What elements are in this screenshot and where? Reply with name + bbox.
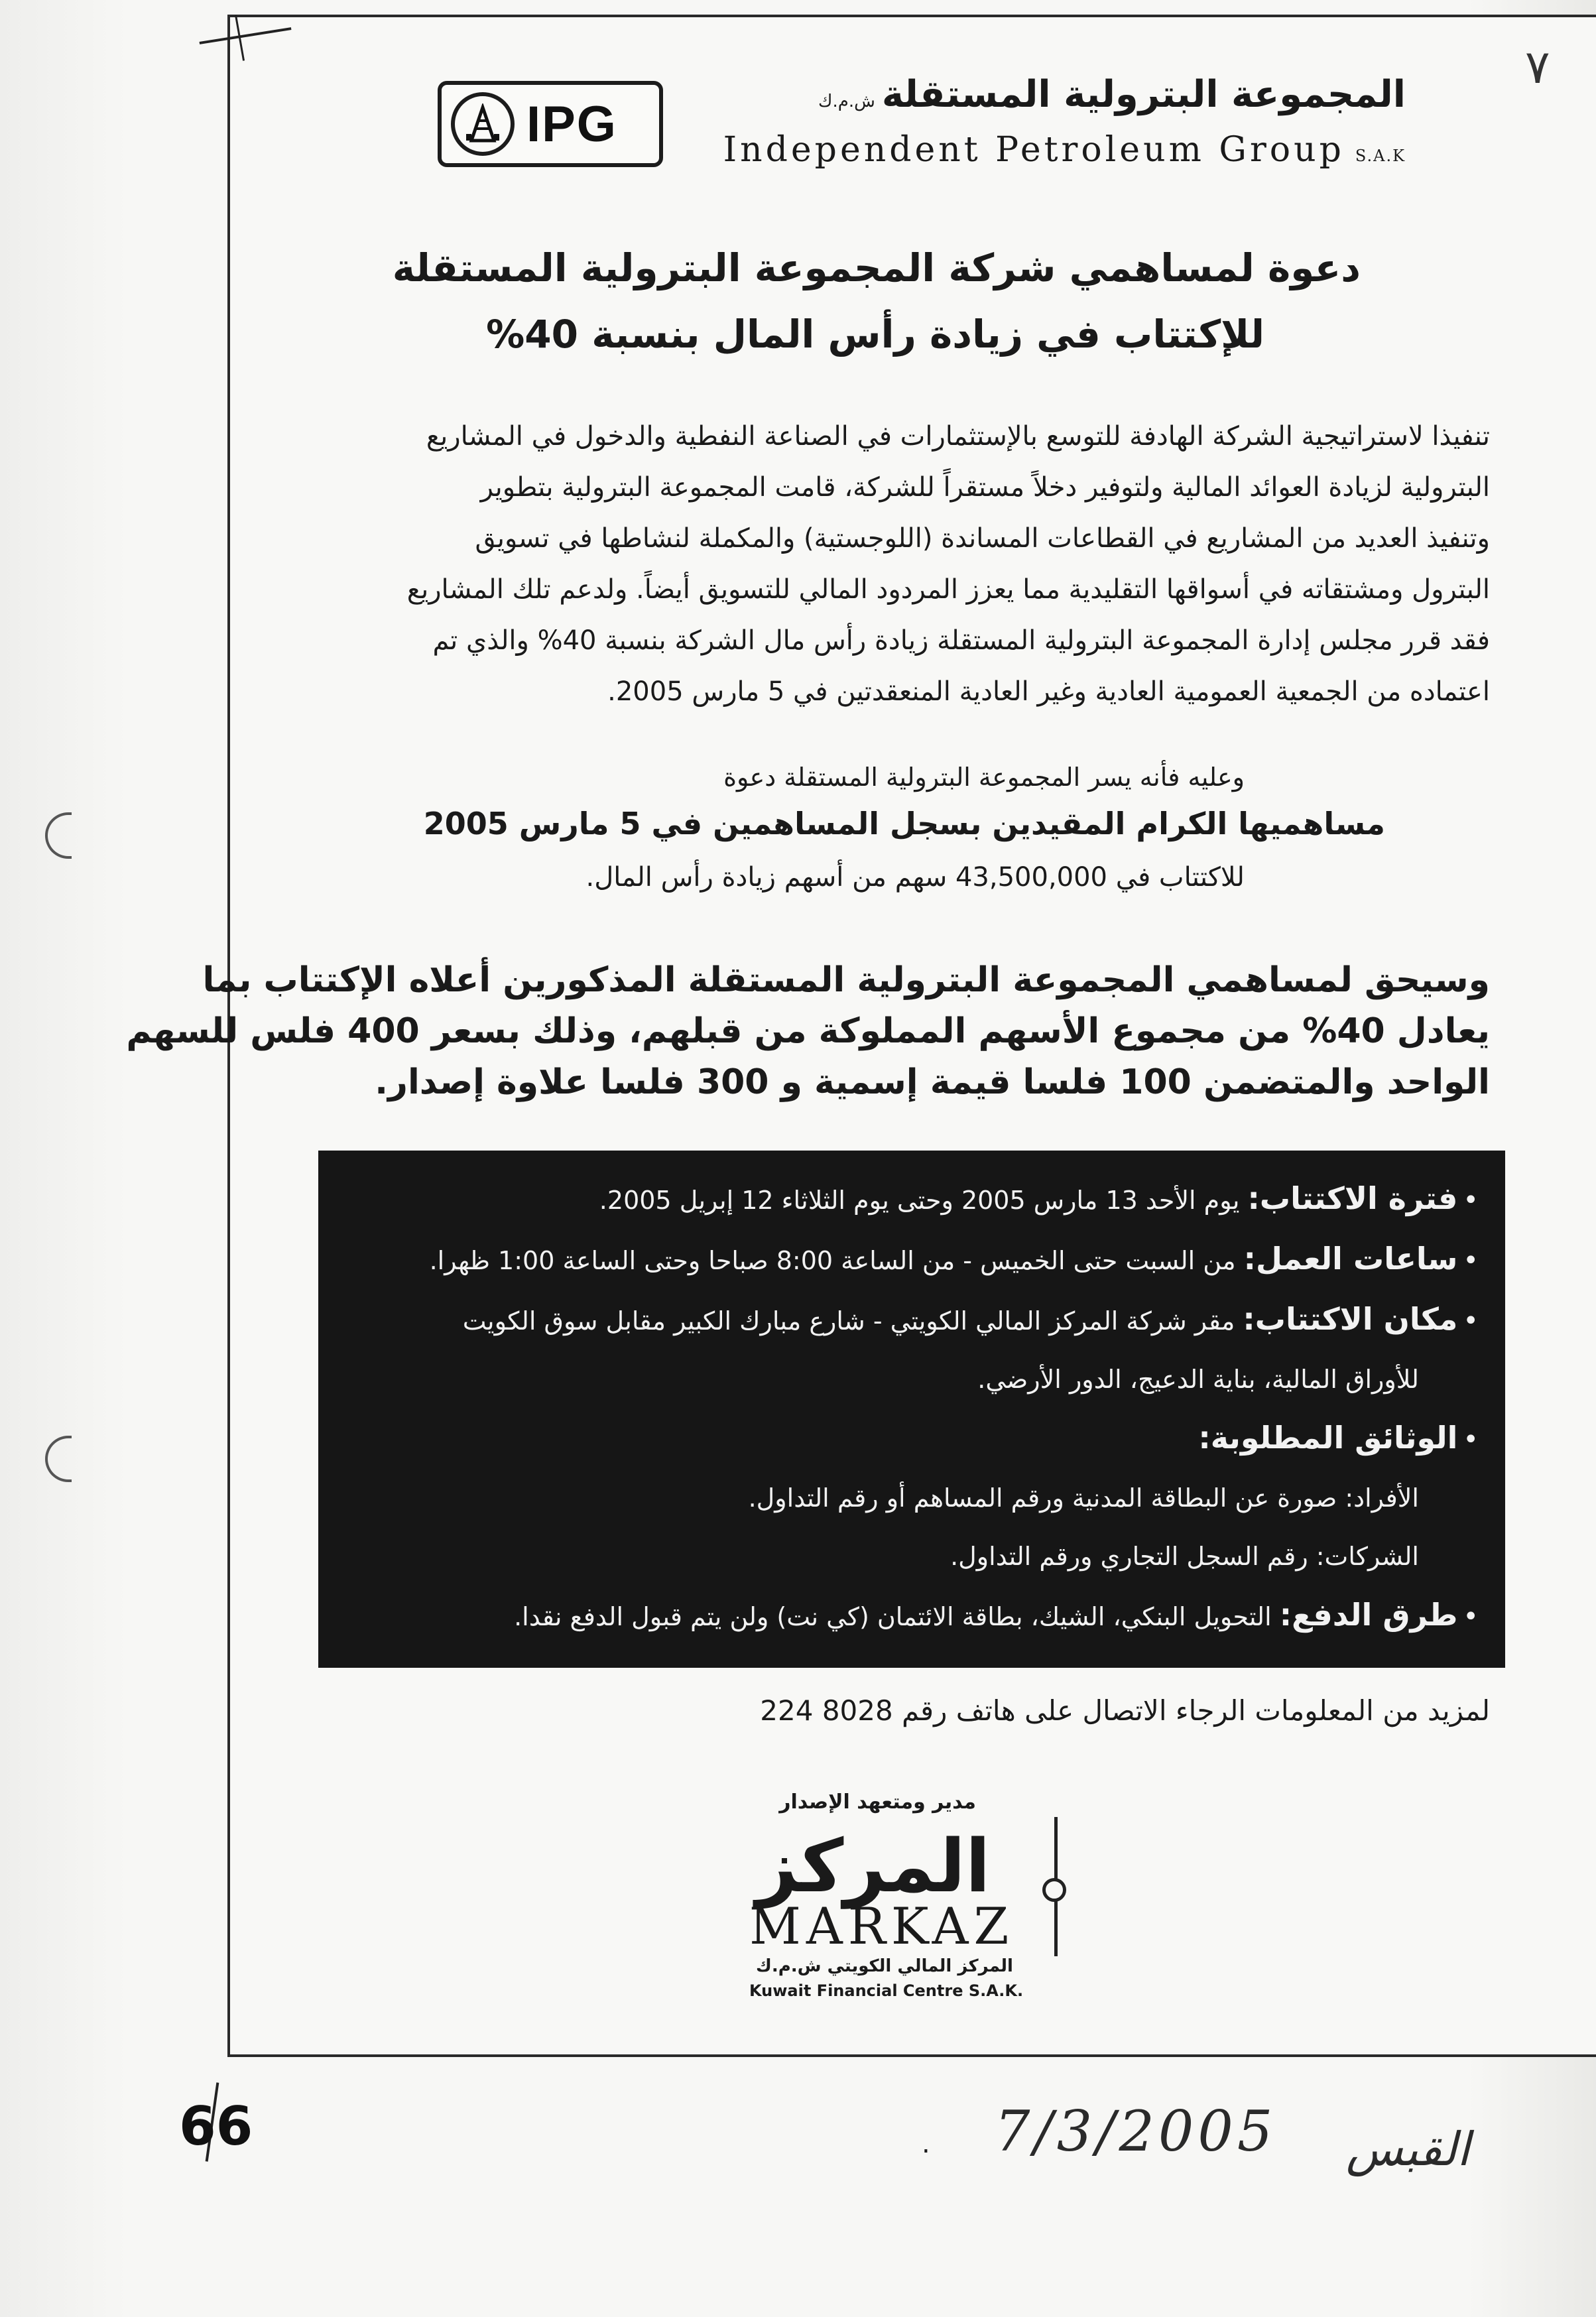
place-label: مكان الاكتتاب: bbox=[1243, 1301, 1458, 1337]
bullet-icon: • bbox=[1463, 1424, 1479, 1455]
detail-documents bbox=[345, 1409, 1479, 1469]
company-header bbox=[438, 73, 1406, 186]
markaz-logo-en: MARKAZ bbox=[749, 1897, 1014, 1956]
bullet-icon: • bbox=[1463, 1601, 1479, 1632]
body-line: وتنفيذ العديد من المشاريع في القطاعات المساندة (اللوجستية) والمكملة لنشاطها في تسويق bbox=[475, 523, 1490, 554]
subscription-details-box bbox=[318, 1151, 1505, 1668]
bullet-icon: • bbox=[1463, 1245, 1479, 1276]
invitation-intro: وعليه فأنه يسر المجموعة البترولية المستقلة دعوة bbox=[723, 763, 1245, 792]
invitation-shares: للاكتتاب في 43,500,000 سهم من أسهم زيادة رأس المال. bbox=[585, 862, 1245, 893]
handwritten-date: 7/3/2005 bbox=[995, 2099, 1277, 2164]
detail-payment bbox=[345, 1586, 1479, 1646]
handwritten-corner-mark: ٧ bbox=[1525, 40, 1550, 94]
entitlement-paragraph bbox=[126, 955, 1490, 1108]
markaz-logo-ring bbox=[1042, 1878, 1066, 1902]
detail-period bbox=[345, 1169, 1479, 1229]
documents-individuals: الأفراد: صورة عن البطاقة المدنية ورقم المساهم أو رقم التداول. bbox=[748, 1483, 1419, 1513]
body-line: اعتماده من الجمعية العمومية العادية وغير العادية المنعقدتين في 5 مارس 2005. bbox=[607, 676, 1490, 707]
body-line: البترولية لزيادة العوائد المالية ولتوفير دخلاً مستقراً للشركة، قامت المجموعة البترولية بتطوير bbox=[480, 472, 1490, 503]
derrick-icon bbox=[451, 92, 515, 156]
issue-manager-label: مدير ومتعهد الإصدار bbox=[779, 1790, 976, 1814]
company-name-ar bbox=[818, 73, 1406, 116]
period-value: يوم الأحد 13 مارس 2005 وحتى يوم الثلاثاء 12 إبريل 2005. bbox=[599, 1186, 1240, 1215]
detail-place bbox=[345, 1290, 1479, 1350]
hours-value: من السبت حتى الخميس - من الساعة 8:00 صباحا وحتى الساعة 1:00 ظهرا. bbox=[429, 1246, 1236, 1275]
markaz-logo-ar: المركز bbox=[756, 1824, 991, 1909]
company-suffix-ar: ش.م.ك bbox=[818, 92, 875, 111]
entitlement-line: يعادل 40% من مجموع الأسهم المملوكة من قبلهم، وذلك بسعر 400 فلس للسهم bbox=[126, 1011, 1490, 1051]
place-value-continued: للأوراق المالية، بناية الدعيج، الدور الأرضي. bbox=[977, 1365, 1419, 1394]
payment-label: طرق الدفع: bbox=[1279, 1597, 1458, 1633]
company-suffix-en: S.A.K bbox=[1355, 147, 1406, 165]
bullet-icon: • bbox=[1463, 1185, 1479, 1216]
body-paragraph bbox=[349, 411, 1490, 718]
body-line: تنفيذا لاستراتيجية الشركة الهادفة للتوسع بالإستثمارات في الصناعة النفطية والدخول في المشاريع bbox=[426, 421, 1490, 452]
detail-hours bbox=[345, 1229, 1479, 1290]
invitation-shareholders: مساهميها الكرام المقيدين بسجل المساهمين في 5 مارس 2005 bbox=[423, 806, 1385, 842]
company-name-ar-text: المجموعة البترولية المستقلة bbox=[881, 73, 1406, 116]
handwritten-dot: . bbox=[922, 2129, 930, 2159]
markaz-logo bbox=[716, 1817, 1087, 2016]
entitlement-line: الواحد والمتضمن 100 فلسا قيمة إسمية و 300 فلسا علاوة إصدار. bbox=[375, 1062, 1490, 1102]
entitlement-line: وسيحق لمساهمي المجموعة البترولية المستقلة المذكورين أعلاه الإكتتاب بما bbox=[202, 960, 1490, 1000]
body-line: البترول ومشتقاته في أسواقها التقليدية مما يعزز المردود المالي للتسويق أيضاً. ولدعم تلك المشاريع bbox=[406, 574, 1490, 605]
contact-info: لمزيد من المعلومات الرجاء الاتصال على هاتف رقم 8028 224 bbox=[760, 1694, 1490, 1727]
company-name-en bbox=[723, 130, 1406, 170]
logo-text: IPG bbox=[526, 95, 617, 153]
body-line: فقد قرر مجلس إدارة المجموعة البترولية المستقلة زيادة رأس مال الشركة بنسبة 40% والذي تم bbox=[432, 625, 1490, 656]
markaz-name-ar: المركز المالي الكويتي ش.م.ك bbox=[756, 1956, 1013, 1976]
period-label: فترة الاكتتاب: bbox=[1247, 1180, 1458, 1216]
ipg-logo bbox=[438, 81, 663, 167]
place-value: مقر شركة المركز المالي الكويتي - شارع مبارك الكبير مقابل سوق الكويت bbox=[462, 1306, 1235, 1336]
ad-title-line-1: دعوة لمساهمي شركة المجموعة البترولية المستقلة bbox=[392, 245, 1361, 290]
handwritten-source: القبس bbox=[1346, 2122, 1470, 2176]
company-name-en-text: Independent Petroleum Group bbox=[723, 130, 1345, 170]
ad-title-line-2: للإكتتاب في زيادة رأس المال بنسبة 40% bbox=[486, 312, 1264, 357]
payment-value: التحويل البنكي، الشيك، بطاقة الائتمان (كي نت) ولن يتم قبول الدفع نقدا. bbox=[514, 1602, 1272, 1631]
bullet-icon: • bbox=[1463, 1306, 1479, 1336]
hours-label: ساعات العمل: bbox=[1243, 1241, 1458, 1277]
page-number: 66 bbox=[179, 2096, 253, 2157]
documents-label: الوثائق المطلوبة: bbox=[1198, 1420, 1458, 1456]
documents-companies: الشركات: رقم السجل التجاري ورقم التداول. bbox=[950, 1542, 1419, 1571]
markaz-name-en: Kuwait Financial Centre S.A.K. bbox=[749, 1981, 1024, 2000]
